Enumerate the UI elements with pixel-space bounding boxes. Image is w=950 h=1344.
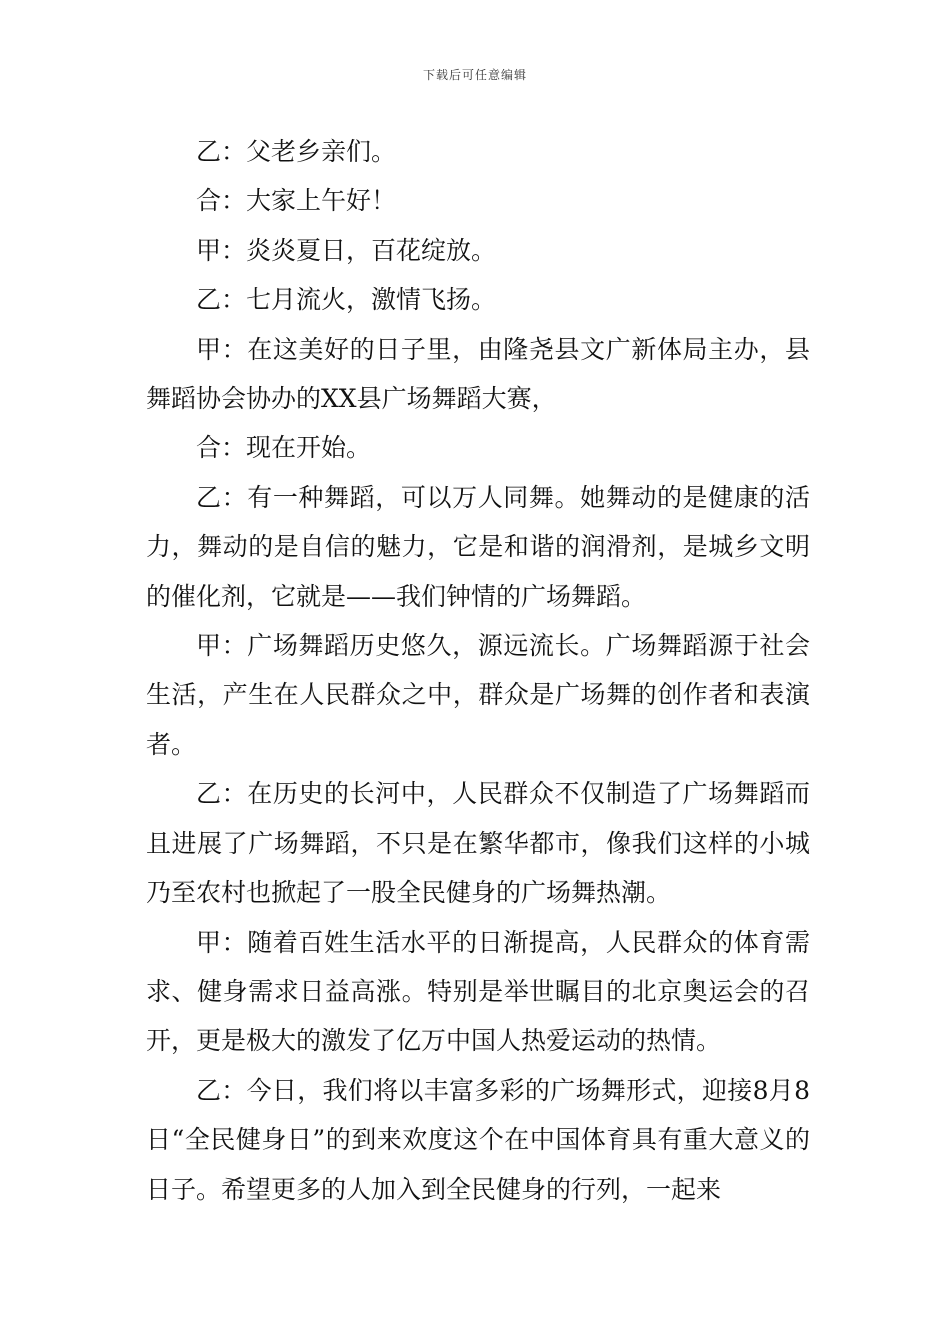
document-body bbox=[146, 127, 810, 1214]
paragraph-yi-fitness-day: 乙：今日，我们将以丰富多彩的广场舞形式，迎接8月8日“全民健身日”的到来欢度这个在中国体育具有重大意义的日子。希望更多的人加入到全民健身的行列，一起来 bbox=[146, 1075, 810, 1204]
paragraph-yi-greeting: 乙：父老乡亲们。 bbox=[196, 137, 397, 166]
paragraph-jia-fitness-demand: 甲：随着百姓生活水平的日渐提高，人民群众的体育需求、健身需求日益高涨。特别是举世瞩目的北京奥运会的召开，更是极大的激发了亿万中国人热爱运动的热情。 bbox=[146, 927, 810, 1056]
page-header: 下载后可任意编辑 bbox=[422, 68, 527, 82]
paragraph-jia-dance-history: 甲：广场舞蹈历史悠久，源远流长。广场舞蹈源于社会生活，产生在人民群众之中，群众是广场舞的创作者和表演者。 bbox=[146, 631, 810, 759]
paragraph-yi-july: 乙：七月流火，激情飞扬。 bbox=[196, 285, 497, 315]
paragraph-jia-summer: 甲：炎炎夏日，百花绽放。 bbox=[196, 235, 497, 265]
paragraph-he-start: 合：现在开始。 bbox=[196, 433, 372, 463]
paragraph-yi-history-river: 乙：在历史的长河中，人民群众不仅制造了广场舞蹈而且进展了广场舞蹈，不只是在繁华都市，像我们这样的小城乃至农村也掀起了一股全民健身的广场舞热潮。 bbox=[146, 779, 810, 908]
paragraph-jia-contest-intro: 甲：在这美好的日子里，由隆尧县文广新体局主办，县舞蹈协会协办的XX县广场舞蹈大赛， bbox=[146, 334, 810, 414]
paragraph-he-good-morning: 合：大家上午好！ bbox=[196, 186, 397, 216]
paragraph-yi-dance-description: 乙：有一种舞蹈，可以万人同舞。她舞动的是健康的活力，舞动的是自信的魅力，它是和谐的润滑剂，是城乡文明的催化剂，它就是——我们钟情的广场舞蹈。 bbox=[146, 482, 810, 611]
